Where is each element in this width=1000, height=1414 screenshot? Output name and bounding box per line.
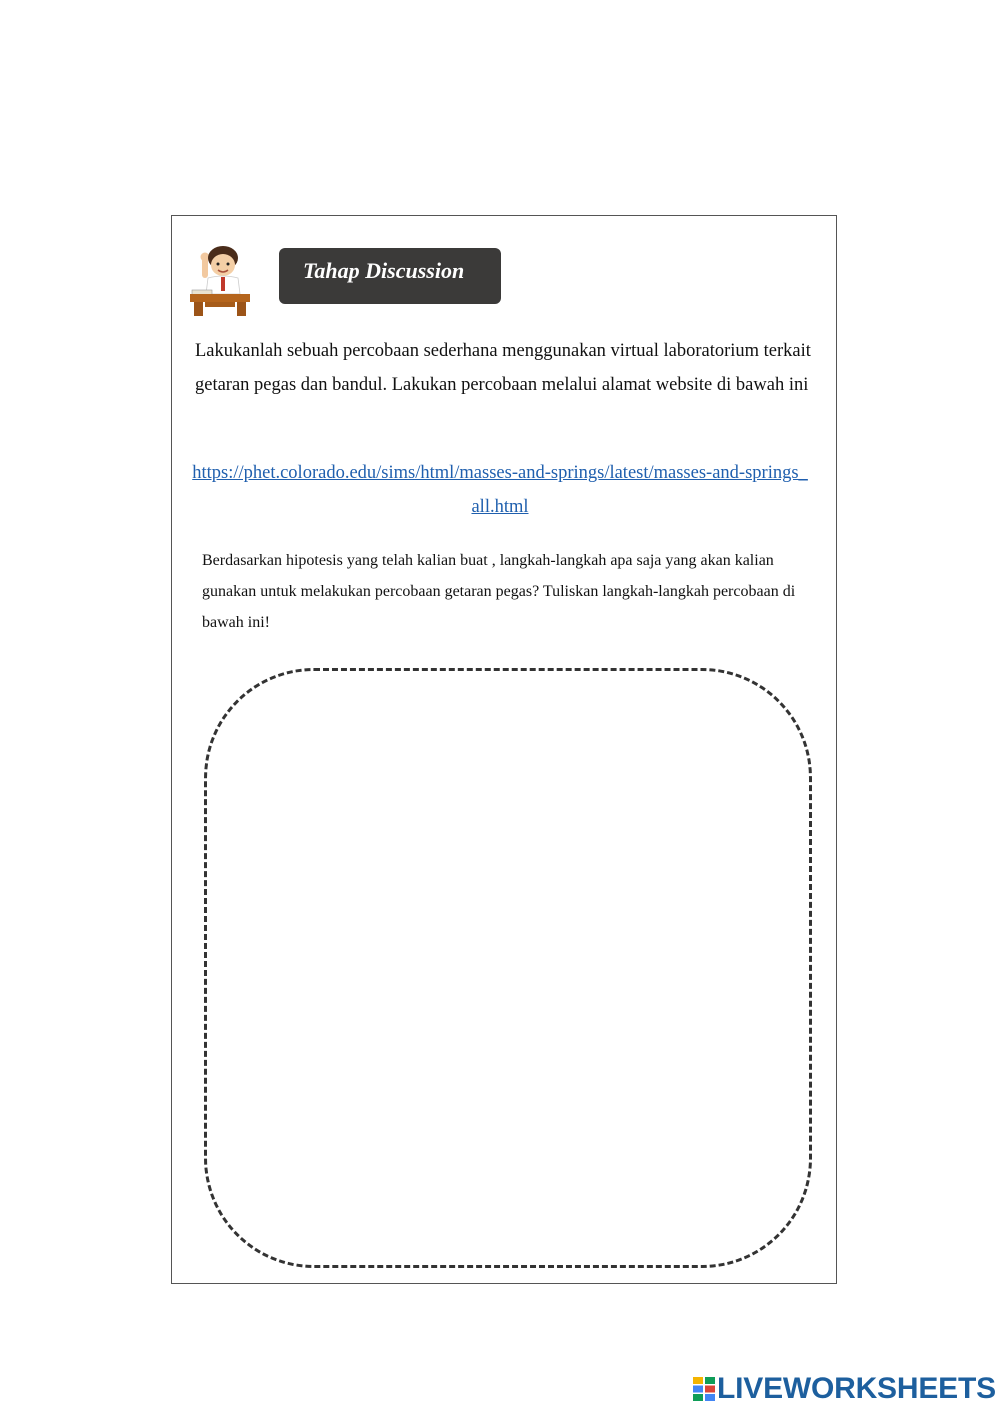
stage-title: Tahap Discussion	[303, 258, 465, 283]
student-at-desk-icon	[188, 244, 252, 316]
answer-box[interactable]	[204, 668, 812, 1268]
instruction-text: Berdasarkan hipotesis yang telah kalian buat , langkah-langkah apa saja yang akan kalian gunakan untuk melakukan percobaan getaran pegas? Tuliskan langkah-langkah percobaan di bawah ini!	[202, 552, 796, 631]
website-link[interactable]: https://phet.colorado.edu/sims/html/masses-and-springs/latest/masses-and-springs_all.html	[192, 463, 808, 517]
liveworksheets-logo-icon	[693, 1377, 715, 1401]
footer-brand	[693, 1371, 996, 1407]
brand-name: LIVEWORKSHEETS	[717, 1372, 996, 1405]
intro-text: Lakukanlah sebuah percobaan sederhana menggunakan virtual laboratorium terkait getaran pegas dan bandul. Lakukan percobaan melalui alamat website di bawah ini	[195, 341, 811, 395]
stage-banner	[279, 248, 501, 304]
